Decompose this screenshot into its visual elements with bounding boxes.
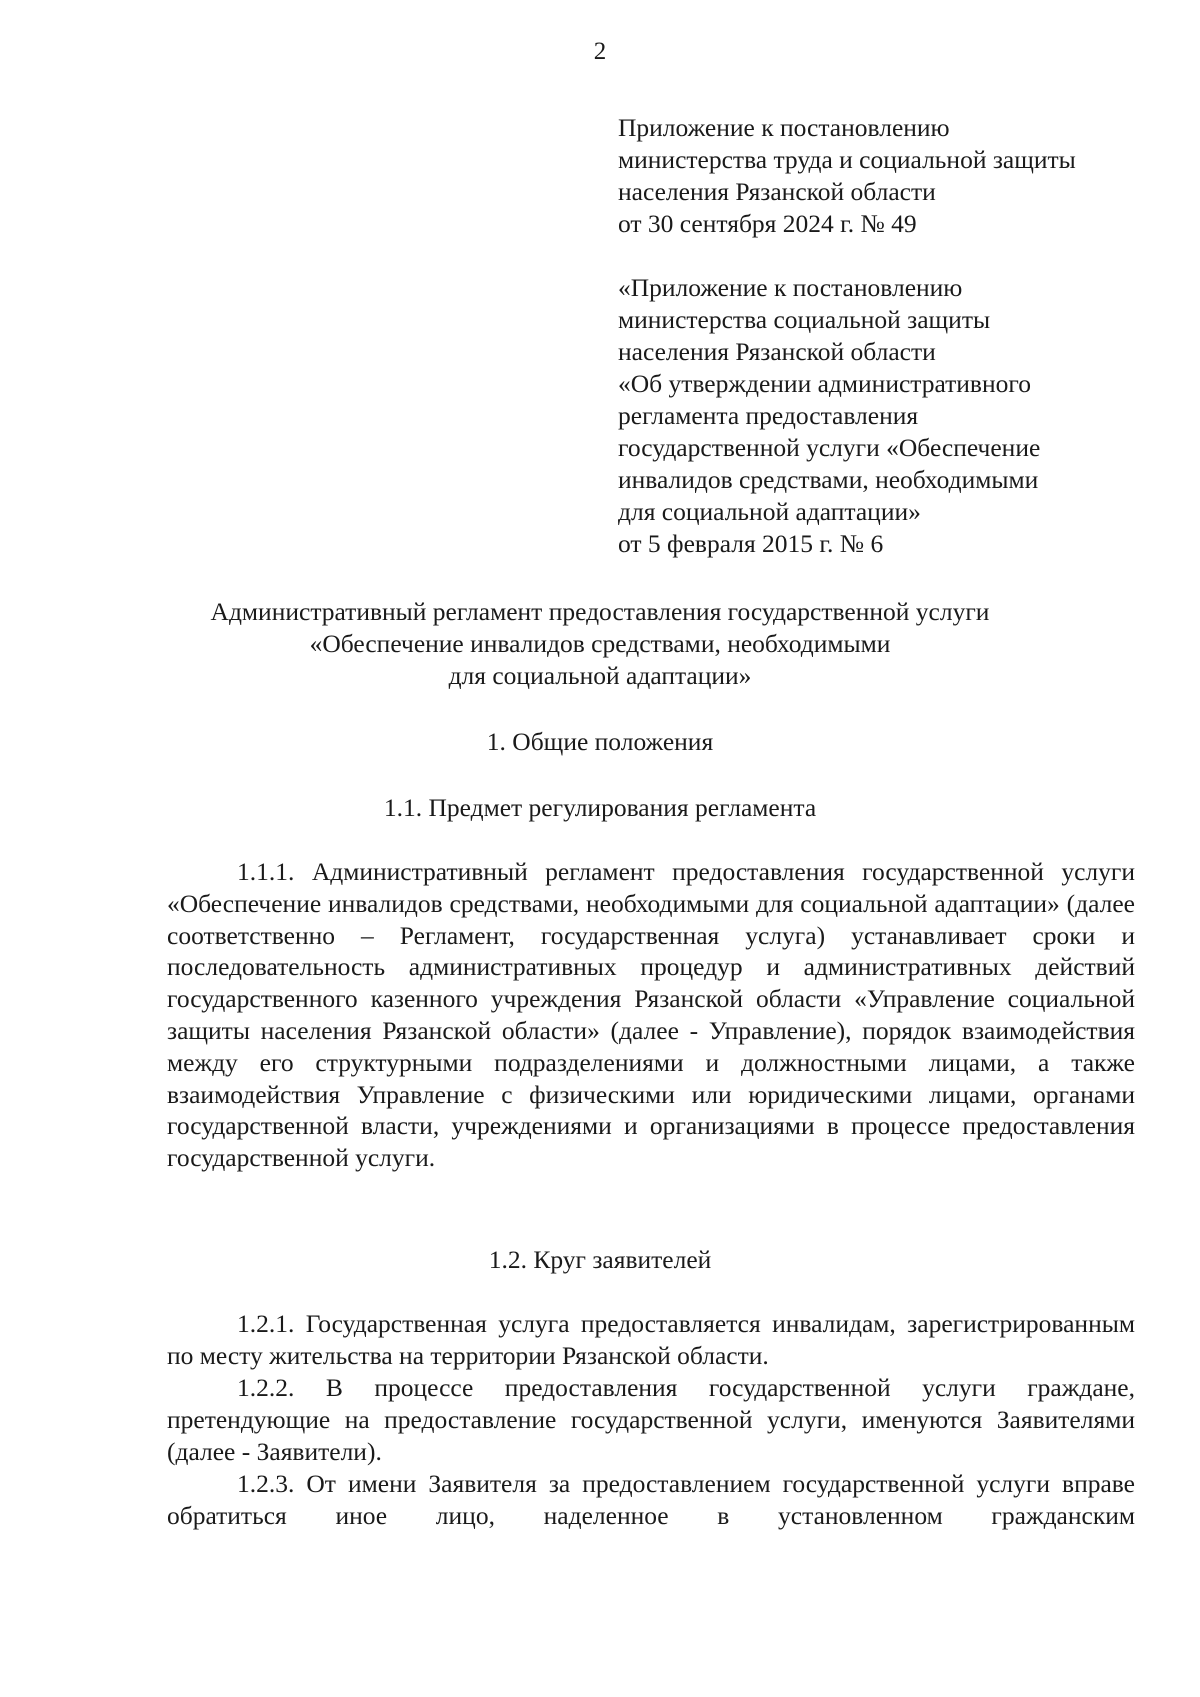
document-title-line: Административный регламент предоставления государственной услуги: [210, 597, 990, 626]
paragraph-text: 1.2.2. В процессе предоставления государственной услуги граждане, претендующие на предоставление государственной услуги, именуются Заявителями (далее - Заявители).: [167, 1373, 1135, 1466]
appendix-previous-line: для социальной адаптации»: [618, 497, 921, 526]
document-title-line: «Обеспечение инвалидов средствами, необходимыми: [309, 629, 891, 658]
appendix-previous-line: населения Рязанской области: [618, 337, 936, 366]
appendix-previous-line: государственной услуги «Обеспечение: [618, 433, 1041, 462]
appendix-current-line: Приложение к постановлению: [618, 113, 950, 142]
appendix-previous-line: регламента предоставления: [618, 401, 919, 430]
appendix-current-line: населения Рязанской области: [618, 177, 936, 206]
paragraph-text: 1.2.3. От имени Заявителя за предоставлением государственной услуги вправе обратиться иное лицо, наделенное в установленном гражданским: [167, 1469, 1135, 1530]
appendix-previous-line: «Об утверждении административного: [618, 369, 1031, 398]
appendix-previous-line: от 5 февраля 2015 г. № 6: [618, 529, 884, 558]
paragraph-text: 1.1.1. Административный регламент предоставления государственной услуги «Обеспечение инвалидов средствами, необходимыми для социальной адаптации» (далее соответственно – Регламент, государственная услуга) устанавливает сроки и последовательность административных процедур и административных действий государственного казенного учреждения Рязанской области «Управление социальной защиты населения Рязанской области» (далее - Управление), порядок взаимодействия между его структурными подразделениями и должностными лицами, а также взаимодействия Управление с физическими или юридическими лицами, органами государственной власти, учреждениями и организациями в процессе предоставления государственной услуги.: [167, 857, 1135, 1173]
section-1-2-heading: 1.2. Круг заявителей: [488, 1245, 712, 1274]
appendix-current-block: [618, 112, 1178, 240]
appendix-previous-line: министерства социальной защиты: [618, 305, 991, 334]
paragraph-1-1-1: [167, 856, 1135, 1174]
paragraph-1-2-1: [167, 1308, 1135, 1372]
document-title: [0, 596, 1200, 692]
paragraph-1-2-3: [167, 1468, 1135, 1532]
appendix-current-line: от 30 сентября 2024 г. № 49: [618, 209, 917, 238]
section-1-1-heading: 1.1. Предмет регулирования регламента: [383, 793, 817, 822]
appendix-previous-line: инвалидов средствами, необходимыми: [618, 465, 1039, 494]
appendix-current-line: министерства труда и социальной защиты: [618, 145, 1076, 174]
page-number: 2: [593, 38, 607, 65]
paragraph-text: 1.2.1. Государственная услуга предоставляется инвалидам, зарегистрированным по месту жительства на территории Рязанской области.: [167, 1309, 1135, 1370]
appendix-previous-block: [618, 272, 1178, 560]
appendix-previous-line: «Приложение к постановлению: [618, 273, 963, 302]
paragraph-1-2-2: [167, 1372, 1135, 1467]
document-title-line: для социальной адаптации»: [448, 661, 752, 690]
section-1-heading: 1. Общие положения: [486, 727, 714, 756]
